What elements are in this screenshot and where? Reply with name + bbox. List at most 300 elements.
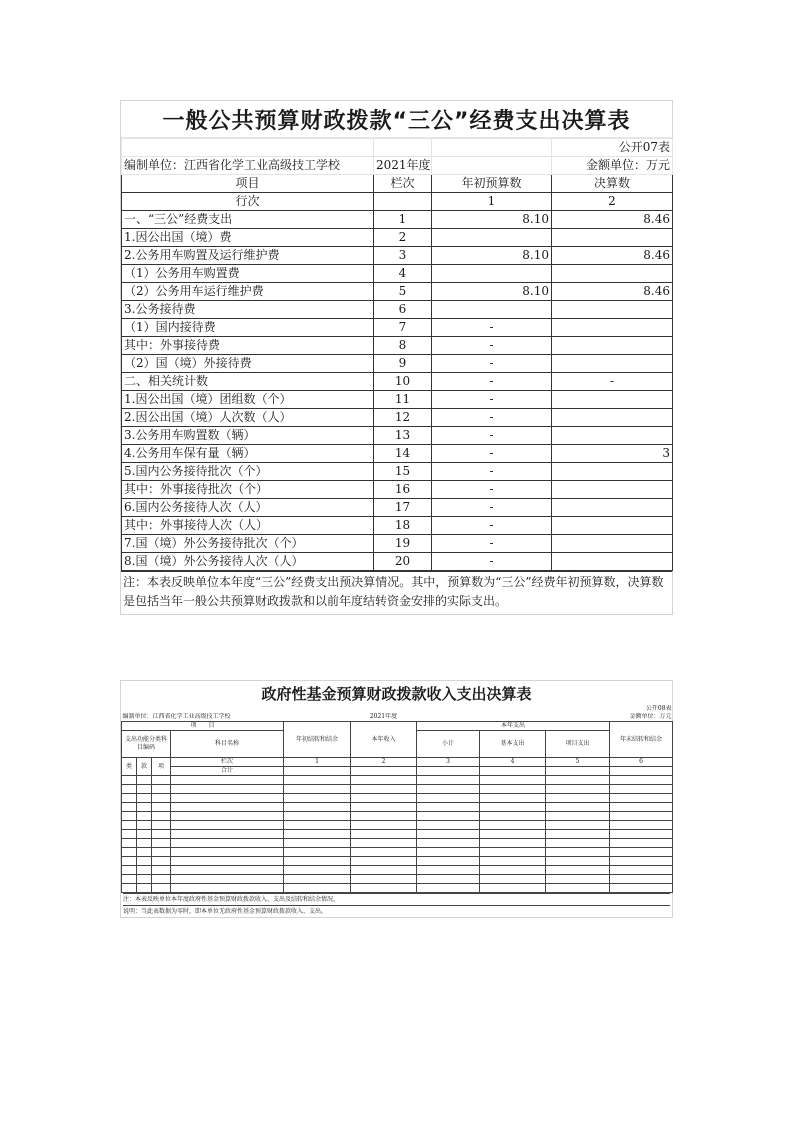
table-cell [546,866,610,875]
t2-xiang: 项 [152,758,171,776]
row-number: 16 [374,481,432,499]
table-row [122,301,673,319]
row-number: 6 [374,301,432,319]
table-row [122,535,673,553]
table-row [122,875,673,884]
table-cell [137,821,152,830]
table-cell [417,875,480,884]
table-row [122,337,673,355]
table-cell [137,884,152,893]
table-cell [546,794,610,803]
table-cell [351,821,417,830]
table-cell [284,830,351,839]
table-cell [351,884,417,893]
row-budget: - [432,445,552,463]
row-final: 8.46 [552,283,673,301]
row-item: （2）国（境）外接待费 [122,355,374,373]
table-cell [284,848,351,857]
row-budget: - [432,373,552,391]
table-cell [137,866,152,875]
index-final: 2 [552,193,673,211]
row-number: 17 [374,499,432,517]
table-row [122,857,673,866]
table-cell [171,803,284,812]
row-final [552,535,673,553]
table-cell [417,812,480,821]
row-final [552,301,673,319]
table-cell [480,794,546,803]
table-cell [351,785,417,794]
table-cell [546,848,610,857]
row-budget: - [432,409,552,427]
table-cell [610,821,673,830]
row-item: 一、“三公”经费支出 [122,211,374,229]
row-budget: 8.10 [432,247,552,265]
table-cell [171,776,284,785]
table-cell [171,821,284,830]
table-cell [137,794,152,803]
row-number: 12 [374,409,432,427]
table-cell [171,857,284,866]
table-row [122,481,673,499]
table-cell [417,848,480,857]
row-budget: - [432,463,552,481]
table-cell [417,821,480,830]
table2-note-2: 说明：当此表数据为零时，即本单位无政府性基金预算财政拨款收入、支出。 [123,905,670,917]
table2-grid [121,705,673,893]
table-cell [546,803,610,812]
table2-title: 政府性基金预算财政拨款收入支出决算表 [261,684,532,703]
table1-title: 一般公共预算财政拨款“三公”经费支出决算表 [121,101,672,138]
t2-colnum-5: 5 [546,758,610,767]
table-row [122,211,673,229]
table-cell [137,830,152,839]
table2-header-row1 [122,722,673,731]
table2-amount-unit: 金额单位：万元 [629,713,672,720]
row-item: 二、相关统计数 [122,373,374,391]
table-cell [546,812,610,821]
table-cell [351,866,417,875]
table1-meta-row [122,157,673,175]
table-row [122,839,673,848]
t2-header-expense: 本年支出 [417,722,610,731]
table-row [122,265,673,283]
table2-fiscal-year: 2021年度 [369,713,398,720]
t2-header-begin: 年初结转和结余 [284,722,351,758]
table-row [122,866,673,875]
table-cell [137,875,152,884]
table-cell [137,812,152,821]
table-cell [480,848,546,857]
table-cell [137,803,152,812]
table-cell [137,839,152,848]
table-cell [152,884,171,893]
row-final [552,391,673,409]
row-budget: - [432,337,552,355]
t2-colnum-2: 2 [351,758,417,767]
table-cell [284,794,351,803]
table-cell [417,830,480,839]
row-budget [432,265,552,283]
row-final: 8.46 [552,247,673,265]
table-row [122,319,673,337]
row-item: 其中：外事接待费 [122,337,374,355]
row-number: 14 [374,445,432,463]
table-cell [152,875,171,884]
table2-note-1: 注：本表反映单位本年度政府性基金预算财政拨款收入、支出及结转和结余情况。 [123,893,670,905]
row-budget: - [432,499,552,517]
row-number: 18 [374,517,432,535]
row-number: 20 [374,553,432,571]
row-number: 4 [374,265,432,283]
row-final [552,481,673,499]
table-cell [152,803,171,812]
table-cell [122,848,137,857]
table-cell [171,848,284,857]
table-cell [351,794,417,803]
table-row [122,445,673,463]
table-row [122,812,673,821]
t2-header-basic: 基本支出 [480,731,546,758]
header-col: 栏次 [374,175,432,193]
table-cell [171,866,284,875]
table-cell [122,785,137,794]
row-final: 3 [552,445,673,463]
t2-header-subtotal: 小计 [417,731,480,758]
table-cell [480,785,546,794]
table-cell [417,776,480,785]
table-cell [610,785,673,794]
table-cell [152,794,171,803]
table-cell [546,839,610,848]
row-item: 5.国内公务接待批次（个） [122,463,374,481]
row-budget: - [432,319,552,337]
table-row [122,391,673,409]
table-cell [351,857,417,866]
table-cell [122,839,137,848]
table1-index-row [122,193,673,211]
row-item: 其中：外事接待批次（个） [122,481,374,499]
t2-header-project: 项目支出 [546,731,610,758]
row-item: 7.国（境）外公务接待批次（个） [122,535,374,553]
three-public-expense-table [120,100,673,615]
table-cell [284,803,351,812]
header-item: 项目 [122,175,374,193]
t2-header-end: 年末结转和结余 [610,722,673,758]
table-cell [480,812,546,821]
table-cell [417,839,480,848]
fiscal-year: 2021年度 [374,157,432,175]
row-item: 6.国内公务接待人次（人） [122,499,374,517]
row-final [552,355,673,373]
table-cell [546,776,610,785]
table1-grid [121,138,673,571]
row-budget: 8.10 [432,211,552,229]
table-row [122,785,673,794]
table-cell [610,812,673,821]
row-budget: - [432,355,552,373]
table-cell [122,776,137,785]
table2-form-row [122,705,673,713]
row-item: （1）公务用车购置费 [122,265,374,283]
row-number: 10 [374,373,432,391]
header-budget: 年初预算数 [432,175,552,193]
table-cell [610,794,673,803]
table-row [122,463,673,481]
table-cell [122,884,137,893]
table2-form-number: 公开08表 [645,705,672,712]
table-cell [122,794,137,803]
t2-header-income: 本年收入 [351,722,417,758]
form-number: 公开07表 [552,139,673,157]
t2-colnum-3: 3 [417,758,480,767]
table-cell [284,839,351,848]
table-cell [480,875,546,884]
table-cell [417,785,480,794]
table-cell [417,803,480,812]
table2-meta-row [122,713,673,722]
table-row [122,553,673,571]
row-item: （2）公务用车运行维护费 [122,283,374,301]
row-final [552,337,673,355]
table-row [122,803,673,812]
table-cell [171,839,284,848]
t2-total: 合计 [171,767,284,776]
table1-note: 注：本表反映单位本年度“三公”经费支出预决算情况。其中，预算数为“三公”经费年初预算数，决算数是包括当年一般公共预算财政拨款和以前年度结转资金安排的实际支出。 [121,571,672,614]
table2-total-row [122,767,673,776]
table-cell [480,803,546,812]
table-row [122,373,673,391]
table-cell [152,776,171,785]
row-number: 9 [374,355,432,373]
row-item: 其中：外事接待人次（人） [122,517,374,535]
table-cell [152,857,171,866]
row-item: （1）国内接待费 [122,319,374,337]
table-cell [152,785,171,794]
table-cell [546,821,610,830]
table-cell [122,812,137,821]
table-cell [351,803,417,812]
table-cell [284,875,351,884]
table-cell [284,776,351,785]
table-cell [152,830,171,839]
t2-header-item: 项 目 [122,722,284,731]
header-final: 决算数 [552,175,673,193]
table-cell [351,776,417,785]
table-cell [610,884,673,893]
index-label: 行次 [122,193,374,211]
table-row [122,499,673,517]
row-item: 3.公务用车购置数（辆） [122,427,374,445]
table-cell [122,830,137,839]
table-cell [152,839,171,848]
table-cell [137,848,152,857]
row-budget: - [432,481,552,499]
table-cell [152,821,171,830]
table-cell [284,866,351,875]
table-cell [546,875,610,884]
table-cell [351,875,417,884]
table-cell [417,794,480,803]
table-row [122,283,673,301]
row-budget: - [432,535,552,553]
row-final: - [552,373,673,391]
t2-lei: 类 [122,758,137,776]
row-final [552,553,673,571]
table-cell [480,884,546,893]
row-number: 13 [374,427,432,445]
table-cell [351,839,417,848]
table-row [122,247,673,265]
table-cell [284,821,351,830]
table-cell [171,812,284,821]
row-number: 15 [374,463,432,481]
table-cell [122,857,137,866]
table-cell [351,848,417,857]
table-cell [152,866,171,875]
row-budget [432,229,552,247]
row-item: 4.公务用车保有量（辆） [122,445,374,463]
table-cell [610,848,673,857]
table-cell [417,884,480,893]
table-row [122,229,673,247]
row-item: 1.因公出国（境）团组数（个） [122,391,374,409]
table-cell [610,866,673,875]
table2-colnum-row [122,758,673,767]
row-number: 1 [374,211,432,229]
table-cell [546,830,610,839]
t2-colnum-4: 4 [480,758,546,767]
table-cell [137,785,152,794]
table-cell [137,857,152,866]
table-cell [171,830,284,839]
table-cell [284,857,351,866]
table-row [122,884,673,893]
table-cell [122,866,137,875]
row-number: 2 [374,229,432,247]
table-cell [171,785,284,794]
table-cell [610,803,673,812]
table-cell [137,776,152,785]
row-item: 8.国（境）外公务接待人次（人） [122,553,374,571]
row-final [552,409,673,427]
table-row [122,848,673,857]
table-row [122,830,673,839]
table2-body [122,776,673,893]
row-number: 8 [374,337,432,355]
row-final [552,427,673,445]
table-row [122,409,673,427]
table-row [122,355,673,373]
table-cell [351,830,417,839]
table-row [122,427,673,445]
table1-body [122,211,673,571]
table-cell [171,884,284,893]
table-cell [480,866,546,875]
table-cell [284,812,351,821]
table-cell [152,848,171,857]
table-row [122,794,673,803]
table-cell [546,785,610,794]
row-budget: - [432,427,552,445]
row-budget: - [432,391,552,409]
table-cell [351,812,417,821]
row-item: 1.因公出国（境）费 [122,229,374,247]
row-item: 2.公务用车购置及运行维护费 [122,247,374,265]
row-number: 3 [374,247,432,265]
table-cell [171,875,284,884]
table-cell [171,794,284,803]
table-row [122,517,673,535]
table-row [122,821,673,830]
t2-kuan: 款 [137,758,152,776]
t2-header-name: 科目名称 [171,731,284,758]
table-cell [122,875,137,884]
table-cell [480,821,546,830]
row-final [552,499,673,517]
table-cell [284,884,351,893]
row-final: 8.46 [552,211,673,229]
table-cell [546,857,610,866]
row-budget: - [432,553,552,571]
row-budget: - [432,517,552,535]
row-budget [432,301,552,319]
t2-header-code: 支出功能分类科目编码 [122,731,171,758]
row-final [552,229,673,247]
table-cell [122,803,137,812]
row-number: 19 [374,535,432,553]
table-cell [546,884,610,893]
table-cell [284,785,351,794]
table-cell [122,821,137,830]
table-cell [610,875,673,884]
row-final [552,319,673,337]
table-cell [480,830,546,839]
row-budget: 8.10 [432,283,552,301]
row-final [552,265,673,283]
t2-colnum-6: 6 [610,758,673,767]
table2-compiling-unit: 编制单位：江西省化学工业高级技工学校 [122,713,231,720]
table-cell [610,857,673,866]
t2-lanci: 栏次 [171,758,284,767]
row-item: 3.公务接待费 [122,301,374,319]
row-number: 11 [374,391,432,409]
table-cell [610,839,673,848]
amount-unit: 金额单位：万元 [552,157,673,175]
table-cell [480,776,546,785]
row-final [552,463,673,481]
compiling-unit: 编制单位：江西省化学工业高级技工学校 [122,157,374,175]
table-cell [610,776,673,785]
row-item: 2.因公出国（境）人次数（人） [122,409,374,427]
table-cell [480,839,546,848]
table-cell [152,812,171,821]
table-cell [480,857,546,866]
row-number: 5 [374,283,432,301]
table-cell [610,830,673,839]
t2-colnum-1: 1 [284,758,351,767]
row-final [552,517,673,535]
table-cell [417,857,480,866]
table-row [122,776,673,785]
table-cell [417,866,480,875]
table2-notes [121,893,672,917]
row-number: 7 [374,319,432,337]
gov-fund-table [120,680,673,918]
index-budget: 1 [432,193,552,211]
table1-header-row [122,175,673,193]
table1-form-row [122,139,673,157]
